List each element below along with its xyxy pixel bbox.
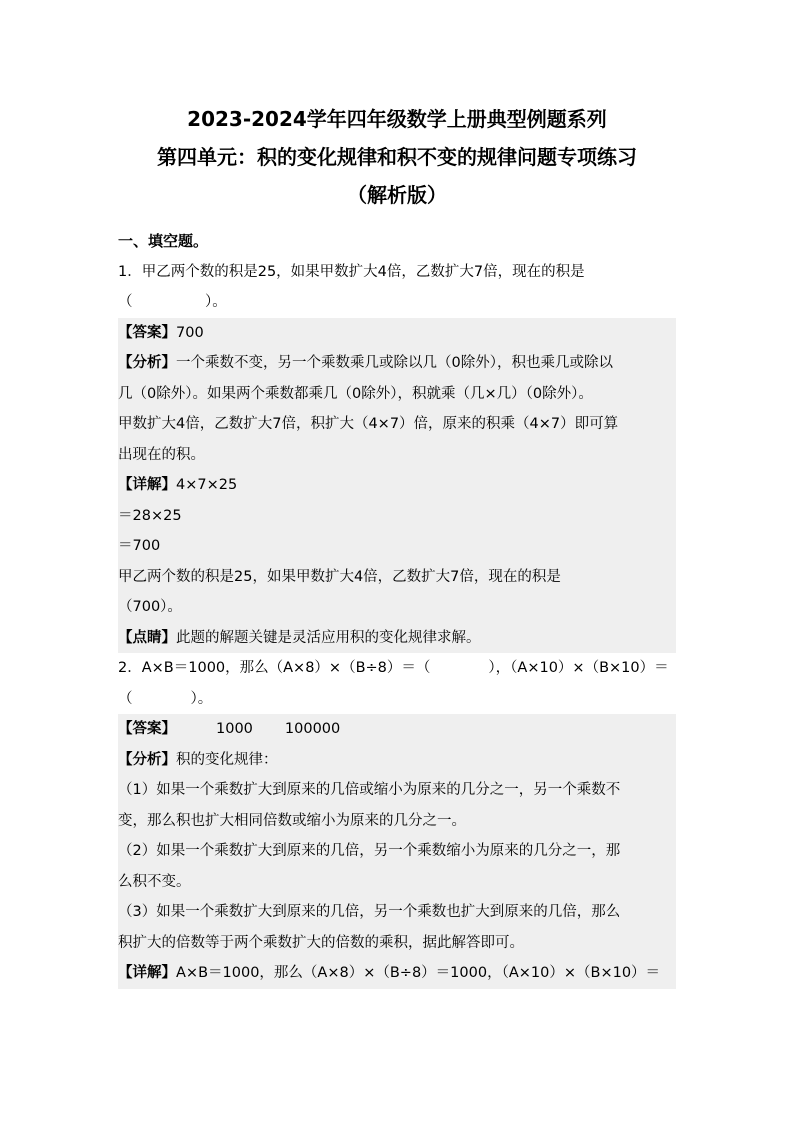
question-2-solution	[118, 714, 676, 989]
q2-answer-line	[118, 714, 676, 745]
q1-answer-line	[118, 318, 676, 349]
section-heading: 一、填空题。	[118, 232, 209, 250]
title-line-1: 2023-2024学年四年级数学上册典型例题系列	[187, 107, 607, 131]
q1-analysis-tag: 【分析】	[118, 355, 176, 371]
q2-answer-value-2: 100000	[284, 721, 341, 737]
title-block	[0, 100, 794, 214]
q2-analysis-line-2: 变，那么积也扩大相同倍数或缩小为原来的几分之一。	[118, 812, 466, 829]
q2-analysis-text-0: 积的变化规律：	[176, 751, 278, 768]
q1-analysis-line-1	[118, 348, 676, 379]
q1-analysis-line-3: 甲数扩大4倍，乙数扩大7倍，积扩大（4×7）倍，原来的积乘（4×7）即可算	[118, 416, 619, 432]
q2-analysis-line-0	[118, 745, 676, 776]
q1-analysis-line-4: 出现在的积。	[118, 446, 205, 463]
q1-detail-line-3: ＝700	[118, 538, 161, 554]
question-1-solution	[118, 318, 676, 654]
q2-analysis-line-5: （3）如果一个乘数扩大到原来的几倍，另一个乘数也扩大到原来的几倍，那么	[118, 904, 621, 920]
q2-detail-line-1	[118, 958, 676, 989]
q1-analysis-line-2: 几（0除外）。如果两个乘数都乘几（0除外），积就乘（几×几）（0除外）。	[118, 385, 593, 402]
q2-detail-tag: 【详解】	[118, 965, 176, 981]
q1-answer-value: 700	[176, 324, 204, 341]
q1-detail-text-1: 4×7×25	[176, 477, 238, 493]
q2-analysis-line-4: 么积不变。	[118, 873, 191, 890]
q1-point-tag: 【点睛】	[118, 629, 176, 646]
q1-point-line	[118, 623, 676, 654]
q1-detail-line-5: （700）。	[118, 599, 182, 615]
q2-answer-value-1: 1000	[216, 721, 253, 737]
q1-analysis-text-1: 一个乘数不变，另一个乘数乘几或除以几（0除外），积也乘几或除以	[176, 355, 613, 371]
question-1-stem-line-2: （ ）。	[118, 294, 227, 310]
q2-analysis-line-3: （2）如果一个乘数扩大到原来的几倍，另一个乘数缩小为原来的几分之一，那	[118, 843, 621, 859]
q1-detail-tag: 【详解】	[118, 477, 176, 493]
q1-detail-line-2: ＝28×25	[118, 507, 182, 524]
q2-analysis-tag: 【分析】	[118, 751, 176, 768]
title-line-3: （解析版）	[347, 183, 447, 207]
q1-point-text: 此题的解题关键是灵活应用积的变化规律求解。	[176, 629, 481, 646]
q2-detail-text-1: A×B＝1000，那么（A×8）×（B÷8）＝1000，（A×10）×（B×10）＝	[176, 965, 661, 981]
question-2-stem-line-2: （ ）。	[118, 690, 213, 707]
q1-detail-line-1	[118, 470, 676, 501]
q1-detail-line-4: 甲乙两个数的积是25，如果甲数扩大4倍，乙数扩大7倍，现在的积是	[118, 568, 561, 585]
q2-answer-tag: 【答案】	[118, 721, 176, 737]
question-1-stem-line-1: 1．甲乙两个数的积是25，如果甲数扩大4倍，乙数扩大7倍，现在的积是	[118, 263, 585, 280]
q1-answer-tag: 【答案】	[118, 324, 176, 341]
question-2-stem-line-1: 2．A×B＝1000，那么（A×8）×（B÷8）＝（ ），（A×10）×（B×10）＝	[118, 660, 669, 676]
q2-analysis-line-6: 积扩大的倍数等于两个乘数扩大的倍数的乘积，据此解答即可。	[118, 934, 524, 951]
title-line-2: 第四单元：积的变化规律和积不变的规律问题专项练习	[157, 145, 637, 169]
q2-analysis-line-1: （1）如果一个乘数扩大到原来的几倍或缩小为原来的几分之一，另一个乘数不	[118, 782, 621, 798]
content	[118, 226, 676, 989]
